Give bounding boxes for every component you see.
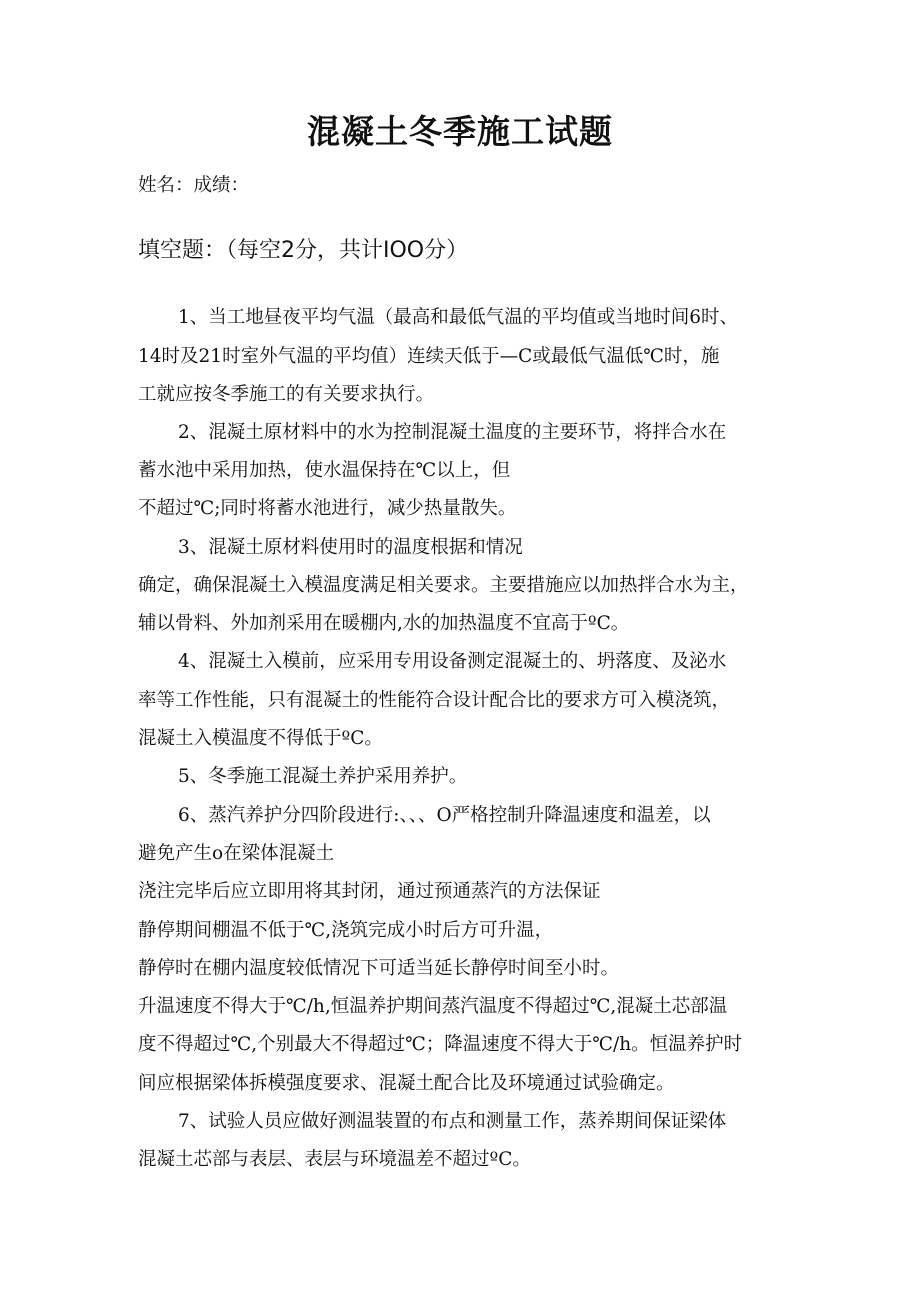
- question-3-line-1: 3、混凝土原材料使用时的温度根据和情况: [178, 537, 523, 558]
- question-7-line-2: 混凝土芯部与表层、表层与环境温差不超过ºC。: [138, 1149, 531, 1170]
- question-1-line-1: 1、当工地昼夜平均气温（最高和最低气温的平均值或当地时间6时、: [178, 307, 739, 328]
- page-title: 混凝土冬季施工试题: [307, 112, 613, 151]
- question-6-line-3: 浇注完毕后应立即用将其封闭，通过预通蒸汽的方法保证: [138, 881, 601, 902]
- question-6-line-4: 静停期间棚温不低于℃,浇筑完成小时后方可升温，: [138, 920, 554, 941]
- question-6-line-7: 度不得超过℃,个别最大不得超过℃；降温速度不得大于℃/h。恒温养护时: [138, 1034, 743, 1055]
- question-6-line-5: 静停时在棚内温度较低情况下可适当延长静停时间至小时。: [138, 958, 620, 979]
- question-4-line-1: 4、混凝土入模前，应采用专用设备测定混凝土的、坍落度、及泌水: [178, 651, 727, 672]
- question-6-line-8: 间应根据梁体拆模强度要求、混凝土配合比及环境通过试验确定。: [138, 1073, 675, 1094]
- question-6-line-1: 6、蒸汽养护分四阶段进行:、、、O严格控制升降温速度和温差，以: [178, 805, 711, 826]
- name-score-line: 姓名：成绩：: [138, 175, 250, 196]
- section-heading: 填空题：（每空2分，共计IOO分）: [138, 238, 469, 263]
- question-1-line-3: 工就应按冬季施工的有关要求执行。: [138, 384, 435, 405]
- question-3-line-3: 辅以骨料、外加剂采用在暖棚内,水的加热温度不宜高于ºC。: [138, 613, 630, 634]
- question-6-line-2: 避免产生o在梁体混凝土: [138, 843, 335, 864]
- question-6-line-6: 升温速度不得大于℃/h,恒温养护期间蒸汽温度不得超过℃,混凝土芯部温: [138, 996, 728, 1017]
- question-4-line-3: 混凝土入模温度不得低于ºC。: [138, 728, 383, 749]
- question-2-line-2: 蓄水池中采用加热，使水温保持在℃以上，但: [138, 460, 511, 481]
- question-3-line-2: 确定，确保混凝土入模温度满足相关要求。主要措施应以加热拌合水为主，: [138, 575, 749, 596]
- question-4-line-2: 率等工作性能，只有混凝土的性能符合设计配合比的要求方可入模浇筑，: [138, 690, 731, 711]
- question-1-line-2: 14时及21时室外气温的平均值）连续天低于—C或最低气温低℃时，施: [138, 346, 720, 367]
- question-2-line-1: 2、混凝土原材料中的水为控制混凝土温度的主要环节，将拌合水在: [178, 422, 727, 443]
- question-2-line-3: 不超过℃;同时将蓄水池进行，减少热量散失。: [138, 498, 517, 519]
- question-5-line-1: 5、冬季施工混凝土养护采用养护。: [178, 766, 468, 787]
- question-7-line-1: 7、试验人员应做好测温装置的布点和测量工作，蒸养期间保证梁体: [178, 1111, 727, 1132]
